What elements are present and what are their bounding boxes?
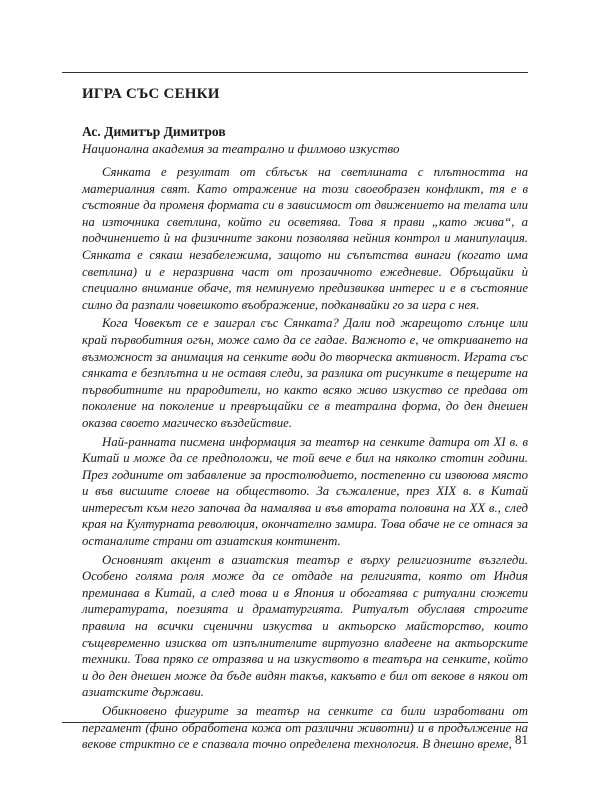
paragraph-1: Сянката е резултат от сблъсък на светлината с плътността на материалния свят. Като отражение на този своеобразен конфликт, тя е в състояние да променя формата си в зависимост от движението на телата или на източника светлина, който ги осветява. Това я прави „като жива“, а подчинението ѝ на физичните закони позволява нейния контрол и манипулация. Сянката е сякаш незабележима, защото ни съпътства винаги (когато има светлина) и е неразривна част от прозаичното ежедневие. Обръщайки ѝ специално внимание обаче, тя неминуемо предизвиква интерес и е в състояние силно да разпали човешкото въображение, подканвайки го за игра с нея. — [82, 165, 528, 312]
bottom-rule — [62, 722, 528, 723]
paragraph-4: Основният акцент в азиатския театър е върху религиозните възгледи. Особено голяма роля може да се отдаде на религията, която от Индия преминава в Китай, а след това и в Япония и обогатява с ритуални сюжети литературата, поезията и драматургията. Ритуалът обуславя строгите правила на всички сценични изкуства и актьорско майсторство, които същевременно изисква от изпълнителите виртуозно владеене на актьорските техники. Това пряко се отразява и на изкуството в театъра на сенките, който и до ден днешен може да бъде видян такъв, какъвто е бил от векове в някои от азиатските държави. — [82, 552, 528, 700]
paragraph-5: Обикновено фигурите за театър на сенките са били изработвани от пергамент (фино обработена кожа от различни животни) и в продължение на векове стриктно се е спазвала точно определена технология. В днешно време, — [82, 704, 528, 752]
author-affiliation: Национална академия за театрално и филмово изкуство — [82, 141, 400, 156]
page-number: 81 — [515, 732, 528, 747]
article-title: ИГРА СЪС СЕНКИ — [82, 86, 220, 102]
paragraph-2: Кога Човекът се е заиграл със Сянката? Дали под жарещото слънце или край първобитния огън, може само да се гадае. Важното е, че откриването на възможност за анимация на сенките води до творческа активност. Играта със сянката е безплътна и не оставя следи, за разлика от рисунките в пещерите на първобитните ни прародители, но както всяко живо изкуство се предава от поколение на поколение и превръщайки се в театрална форма, до ден днешен оказва своето магическо въздействие. — [82, 316, 528, 430]
article-body — [82, 164, 528, 755]
top-rule — [62, 72, 528, 73]
paragraph-3: Най-ранната писмена информация за театър на сенките датира от XI в. в Китай и може да се предположи, че той вече е бил на няколко стотин години. През годините от забавление за простолюдието, постепенно си извоюва място и във висшите слоеве на обществото. За съжаление, през XIX в. в Китай интересът към него започва да намалява и във втората половина на XX в., след края на Културната революция, окончателно замира. Това обаче не се отнася за останалите страни от азиатския континент. — [82, 434, 528, 549]
author-name: Ас. Димитър Димитров — [82, 124, 226, 139]
